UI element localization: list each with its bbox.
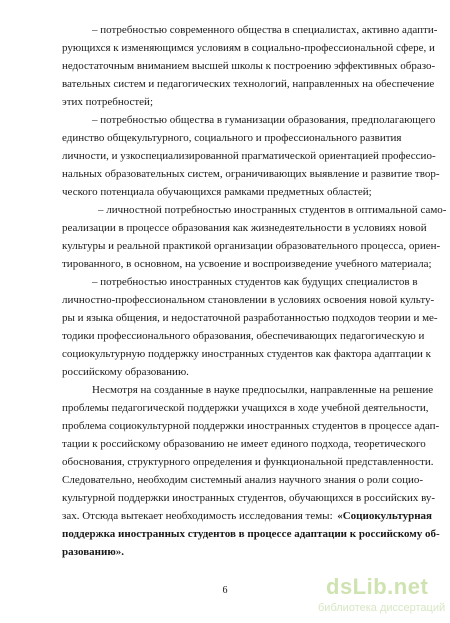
text-line-19: социокультурную поддержку иностранных студентов как фактора адаптации к — [62, 348, 431, 360]
text-line-17: ры и языка общения, и недостаточной разработанностью подходов теории и ме- — [62, 312, 438, 324]
text-line-24: тации к российскому образованию не имеет единого подхода, теоретического — [62, 438, 426, 450]
text-line-25: обоснования, структурного определения и функциональной представленности. — [62, 456, 434, 468]
text-line-10: ческого потенциала обучающихся рамками предметных областей; — [62, 186, 372, 198]
text-line-28-regular: зах. Отсюда вытекает необходимость исследования темы: — [62, 510, 336, 522]
text-line-28 — [62, 508, 432, 524]
page-number: 6 — [222, 585, 228, 596]
text-line-16: личностно-профессиональном становлении в условиях освоения новой культу- — [62, 294, 435, 306]
watermark-logo — [318, 574, 444, 618]
text-line-15: – потребностью иностранных студентов как будущих специалистов в — [92, 276, 418, 288]
text-line-13: культуры и реальной практикой организации образовательного процесса, ориен- — [62, 240, 441, 252]
text-line-12: реализации в процессе образования как жизнедеятельности в условиях новой — [62, 222, 427, 234]
text-line-5: этих потребностей; — [62, 96, 154, 108]
text-line-23: проблема социокультурной поддержки иностранных студентов в процессе адап- — [62, 420, 440, 432]
text-line-4: вательных систем и педагогических технологий, направленных на обеспечение — [62, 78, 435, 90]
text-line-11: – личностной потребностью иностранных студентов в оптимальной само- — [98, 204, 447, 216]
text-line-18: тодики профессионального образования, обеспечивающих педагогическую и — [62, 330, 425, 342]
text-line-2: рующихся к изменяющимся условиям в социально-профессиональной сфере, и — [62, 42, 435, 54]
text-line-21: Несмотря на созданные в науке предпосылки, направленные на решение — [92, 384, 434, 396]
text-line-14: тированного, в основном, на усвоение и воспроизведение учебного материала; — [62, 258, 432, 270]
text-line-30: разованию». — [62, 546, 124, 558]
text-line-8: личности, и узкоспециализированной прагматической ориентацией профессио- — [62, 150, 436, 162]
text-line-6: – потребностью общества в гуманизации образования, предполагающего — [92, 114, 436, 126]
text-line-27: культурной поддержки иностранных студентов, обучающихся в российских ву- — [62, 492, 436, 504]
watermark-subtitle: библиотека диссертаций — [318, 602, 446, 614]
text-line-26: Следовательно, необходим системный анализ научного знания о роли социо- — [62, 474, 424, 486]
text-line-3: недостаточным вниманием высшей школы к построению эффективных образо- — [62, 60, 436, 72]
thesis-title-start: «Социокультурная — [337, 510, 432, 522]
text-line-9: нальных образовательных систем, ограничивающих выявление и развитие твор- — [62, 168, 440, 180]
text-line-7: единство общекультурного, социального и профессионального развития — [62, 132, 402, 144]
text-line-1: – потребностью современного общества в специалистах, активно адапти- — [92, 24, 438, 36]
text-line-22: проблемы педагогической поддержки учащихся в ходе учебной деятельности, — [62, 402, 429, 414]
text-line-29: поддержка иностранных студентов в процессе адаптации к российскому об- — [62, 528, 440, 540]
watermark-logo-text: dsLib.net — [326, 574, 429, 599]
text-line-20: российскому образованию. — [62, 366, 189, 378]
